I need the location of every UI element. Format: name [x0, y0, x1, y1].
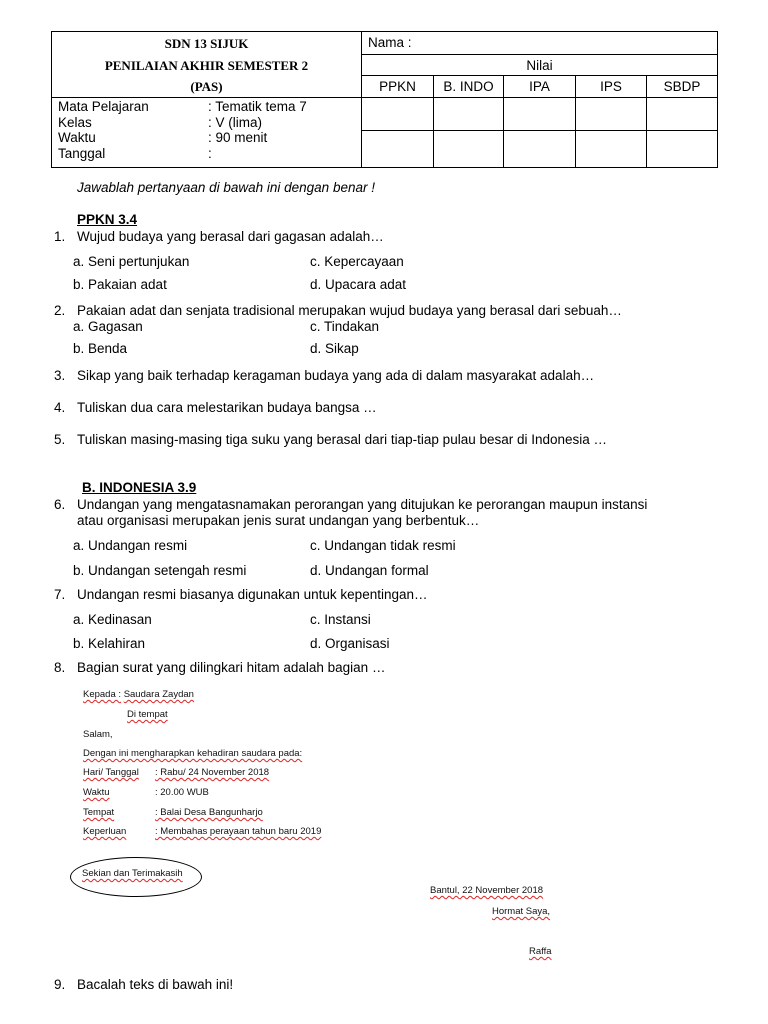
section-ppkn-heading: PPKN 3.4 [77, 212, 138, 227]
info-row: Mata Pelajaran : Tematik tema 7 [58, 99, 307, 114]
option-1b[interactable]: b. Pakaian adat [73, 277, 167, 292]
option-1d[interactable]: d. Upacara adat [310, 277, 407, 292]
exam-abbr: (PAS) [190, 79, 223, 94]
option-7a[interactable]: a. Kedinasan [73, 612, 152, 627]
info-row: Tanggal : [58, 145, 212, 161]
option-7b[interactable]: b. Kelahiran [73, 636, 146, 651]
instruction: Jawablah pertanyaan di bawah ini dengan benar ! [77, 180, 375, 195]
question-5-number: 5. [54, 432, 66, 447]
question-2-number: 2. [54, 303, 66, 318]
info-row: Kelas : V (lima) [58, 114, 262, 130]
question-3-text: Sikap yang baik terhadap keragaman budaya yang ada di dalam masyarakat adalah… [77, 368, 595, 383]
letter-row-key: Hari/ Tanggal [83, 767, 139, 778]
score-cell[interactable] [434, 131, 504, 168]
score-ips[interactable] [576, 98, 647, 131]
question-8-number: 8. [54, 660, 66, 675]
question-1-number: 1. [54, 229, 66, 244]
letter-row-value: : Rabu/ 24 November 2018 [155, 767, 270, 778]
question-6-text-cont: atau organisasi merupakan jenis surat undangan yang berbentuk… [77, 513, 480, 528]
letter-to-name: Saudara Zaydan [123, 689, 194, 700]
question-9-text: Bacalah teks di bawah ini! [77, 977, 234, 992]
score-ipa[interactable] [504, 98, 576, 131]
letter-place: Di tempat [127, 709, 168, 720]
question-9-number: 9. [54, 977, 66, 992]
question-2-text: Pakaian adat dan senjata tradisional merupakan wujud budaya yang berasal dari sebuah… [77, 303, 622, 318]
option-1a[interactable]: a. Seni pertunjukan [73, 254, 190, 269]
info-row: Waktu : 90 menit [58, 130, 268, 145]
option-6c[interactable]: c. Undangan tidak resmi [310, 538, 456, 553]
option-7c[interactable]: c. Instansi [310, 612, 371, 627]
info-block [52, 98, 362, 168]
option-2b[interactable]: b. Benda [73, 341, 128, 356]
question-4-number: 4. [54, 400, 66, 415]
score-cell[interactable] [647, 131, 718, 168]
letter-signature: Raffa [529, 946, 552, 957]
header-table [51, 31, 718, 168]
option-7d[interactable]: d. Organisasi [310, 636, 390, 651]
score-bindo[interactable] [434, 98, 504, 131]
name-label: Nama : [368, 35, 412, 51]
subject-ipa: IPA [504, 76, 576, 98]
exam-title: PENILAIAN AKHIR SEMESTER 2 [104, 58, 309, 73]
letter-regards: Hormat Saya, [492, 906, 551, 917]
letter-greeting: Salam, [83, 729, 113, 740]
letter-row-key: Tempat [83, 807, 115, 818]
letter-to-label: Kepada : [83, 689, 122, 700]
question-4-text: Tuliskan dua cara melestarikan budaya bangsa … [77, 400, 377, 415]
score-ppkn[interactable] [362, 98, 434, 131]
letter-date: Bantul, 22 November 2018 [430, 885, 544, 896]
question-6-text: Undangan yang mengatasnamakan perorangan yang ditujukan ke perorangan maupun instansi [77, 497, 648, 512]
letter-row-key: Keperluan [83, 826, 127, 837]
school-name: SDN 13 SIJUK [164, 36, 249, 51]
question-3-number: 3. [54, 368, 66, 383]
subject-sbdp: SBDP [647, 76, 718, 98]
name-field[interactable] [362, 32, 718, 55]
option-2d[interactable]: d. Sikap [310, 341, 359, 356]
subject-ips: IPS [576, 76, 647, 98]
question-7-text: Undangan resmi biasanya digunakan untuk kepentingan… [77, 587, 428, 602]
letter-row-value: : Membahas perayaan tahun baru 2019 [155, 826, 322, 837]
option-1c[interactable]: c. Kepercayaan [310, 254, 404, 269]
letter-row-value: : 20.00 WUB [155, 787, 209, 798]
option-2c[interactable]: c. Tindakan [310, 319, 380, 334]
letter-opening: Dengan ini mengharapkan kehadiran saudara pada: [83, 748, 303, 759]
option-6b[interactable]: b. Undangan setengah resmi [73, 563, 247, 578]
option-2a[interactable]: a. Gagasan [73, 319, 143, 334]
score-cell[interactable] [576, 131, 647, 168]
nilai-label: Nilai [362, 54, 718, 76]
question-7-number: 7. [54, 587, 66, 602]
school-block [52, 32, 362, 98]
score-cell[interactable] [504, 131, 576, 168]
section-bindo-heading: B. INDONESIA 3.9 [82, 480, 197, 495]
question-5-text: Tuliskan masing-masing tiga suku yang berasal dari tiap-tiap pulau besar di Indonesia … [77, 432, 608, 447]
subject-ppkn: PPKN [362, 76, 434, 98]
option-6d[interactable]: d. Undangan formal [310, 563, 429, 578]
question-8-text: Bagian surat yang dilingkari hitam adalah bagian … [77, 660, 386, 675]
letter-row-value: : Balai Desa Bangunharjo [155, 807, 263, 818]
letter-row-key: Waktu [83, 787, 110, 798]
option-6a[interactable]: a. Undangan resmi [73, 538, 188, 553]
subject-bindo: B. INDO [434, 76, 504, 98]
score-cell[interactable] [362, 131, 434, 168]
question-1-text: Wujud budaya yang berasal dari gagasan adalah… [77, 229, 384, 244]
letter-closing: Sekian dan Terimakasih [82, 868, 183, 879]
question-6-number: 6. [54, 497, 66, 512]
score-sbdp[interactable] [647, 98, 718, 131]
letter-recipient [83, 689, 194, 700]
